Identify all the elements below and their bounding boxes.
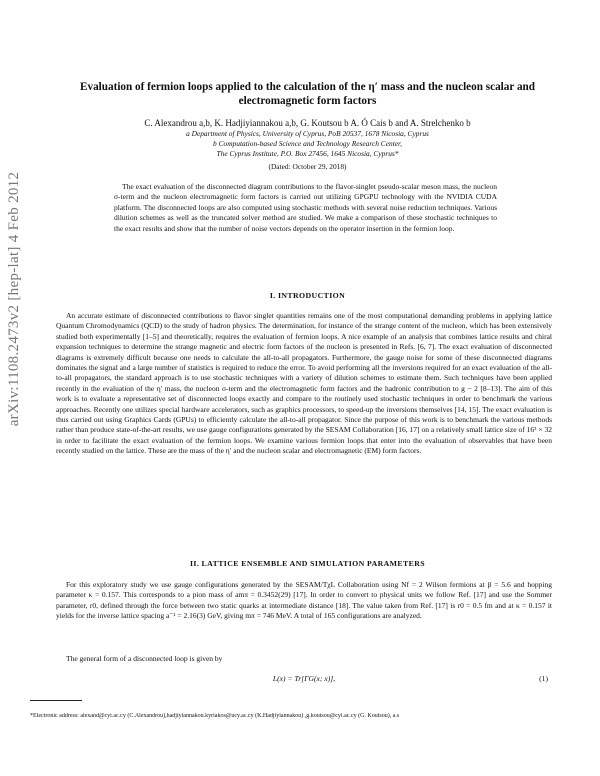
affiliation-line: The Cyprus Institute, P.O. Box 27456, 1645 Nicosia, Cyprus* [216, 149, 399, 158]
footnote-rule [30, 700, 82, 701]
section-heading-introduction: I. INTRODUCTION [269, 291, 346, 300]
section-heading-lattice: II. LATTICE ENSEMBLE AND SIMULATION PARAMETERS [189, 559, 426, 568]
equation-number: (1) [539, 674, 548, 683]
arxiv-identifier: arXiv:1108.2473v2 [hep-lat] 4 Feb 2012 [6, 171, 22, 427]
affiliation-line: a Department of Physics, University of Cyprus, PoB 20537, 1678 Nicosia, Cyprus [186, 129, 429, 138]
lattice-paragraph: For this exploratory study we use gauge configurations generated by the SESAM/TχL Collaboration using Nf = 2 Wilson fermions at β = 5.6 and hopping parameter κ = 0.157. This corresponds to a pion mass of amπ = 0.3452(29) [17]. In order to convert to physical units we follow Ref. [17] and use the Sommer parameter, r0, defined through the force between two static quarks at intermediate distance [18]. The value taken from Ref. [17] is r0 = 0.5 fm and at κ = 0.157 it yields for the inverse lattice spacing a⁻¹ = 2.16(3) GeV, giving mπ = 746 MeV. A total of 165 configurations are analyzed. [56, 580, 552, 621]
author-list: C. Alexandrou a,b, K. Hadjiyiannakou a,b, G. Koutsou b A. Ó Cais b and A. Strelchenko b [144, 118, 471, 128]
abstract: The exact evaluation of the disconnected diagram contributions to the flavor-singlet pseudo-scalar meson mass, the nucleon σ-term and the nucleon electromagnetic form factors is carried out utilizing GPGPU technology with the NVIDIA CUDA platform. The disconnected loops are also computed using stochastic methods with several noise reduction techniques. Various dilution schemes as well as the truncated solver method are studied. We make a comparison of these stochastic techniques to the exact results and show that the number of noise vectors depends on the operator insertion in the fermion loop. [114, 182, 497, 233]
affiliation-line: b Computation-based Science and Technology Research Center, [213, 139, 402, 148]
affiliations [60, 129, 555, 159]
paper-title: Evaluation of fermion loops applied to the calculation of the η′ mass and the nucleon scalar and electromagnetic form factors [80, 81, 535, 107]
equation-body: L(x) = Tr[ΓG(x; x)], [272, 674, 336, 683]
introduction-paragraph: An accurate estimate of disconnected contributions to flavor singlet quantities remains one of the most computational demanding problems in applying lattice Quantum Chromodynamics (QCD) to the study of hadron physics. The determination, for instance of the strange content of the nucleon, which has been extensively studied both experimentally [1–5] and theoretically, requires the evaluation of fermion loops. A nice example of an analysis that combines lattice results and chiral expansion techniques to determine the strange magnetic and electric form factors of the nucleon is presented in Refs. [6, 7]. The exact evaluation of disconnected diagrams is extremely difficult because one needs to calculate the all-to-all propagators. Furthermore, the gauge noise for some of these disconnected diagrams dominates the signal and a large number of statistics is required to reduce the error. To avoid performing all the inversions required for an exact evaluation of the all-to-all propagators, the standard approach is to use stochastic techniques with a variety of dilution schemes to estimate them. Such techniques have been applied recently in the evaluation of the η′ mass, the nucleon σ-term and the electromagnetic form factors and the hadronic contribution to g − 2 [8–13]. The aim of this work is to evaluate a representative set of disconnected loops exactly and compare to the routinely used stochastic techniques in order to benchmark the various approaches. Recently one utilizes special hardware accelerators, such as graphics processors, to speed-up the inversions themselves [14, 15]. The exact evaluation is thus carried out using Graphics Cards (GPUs) to efficiently calculate the all-to-all propagator. Since the purpose of this work is to benchmark the various methods rather than produce state-of-the-art results, we use gauge configurations generated by the SESAM Collaboration [16, 17] on a relatively small lattice size of 16³ × 32 in order to facilitate the exact evaluation of the fermion loops. We examine various fermion loops that enter into the evaluation of observables that have been recently studied on the lattice. These are the mass of the η′ and the nucleon scalar and electromagnetic (EM) form factors. [56, 311, 552, 456]
footnote: *Electronic address: alexand@cyi.ac.cy (C.Alexandrou),hadjiyiannakou.kyriakos@ucy.ac.cy (K.Hadjiyiannakou) ,g.koutsou@cyi.ac.cy (G. Koutsou), a.s [30, 713, 400, 719]
equation-1 [56, 674, 552, 686]
lattice-paragraph-2: The general form of a disconnected loop is given by [66, 654, 223, 663]
date-line: (Dated: October 29, 2018) [268, 162, 347, 171]
